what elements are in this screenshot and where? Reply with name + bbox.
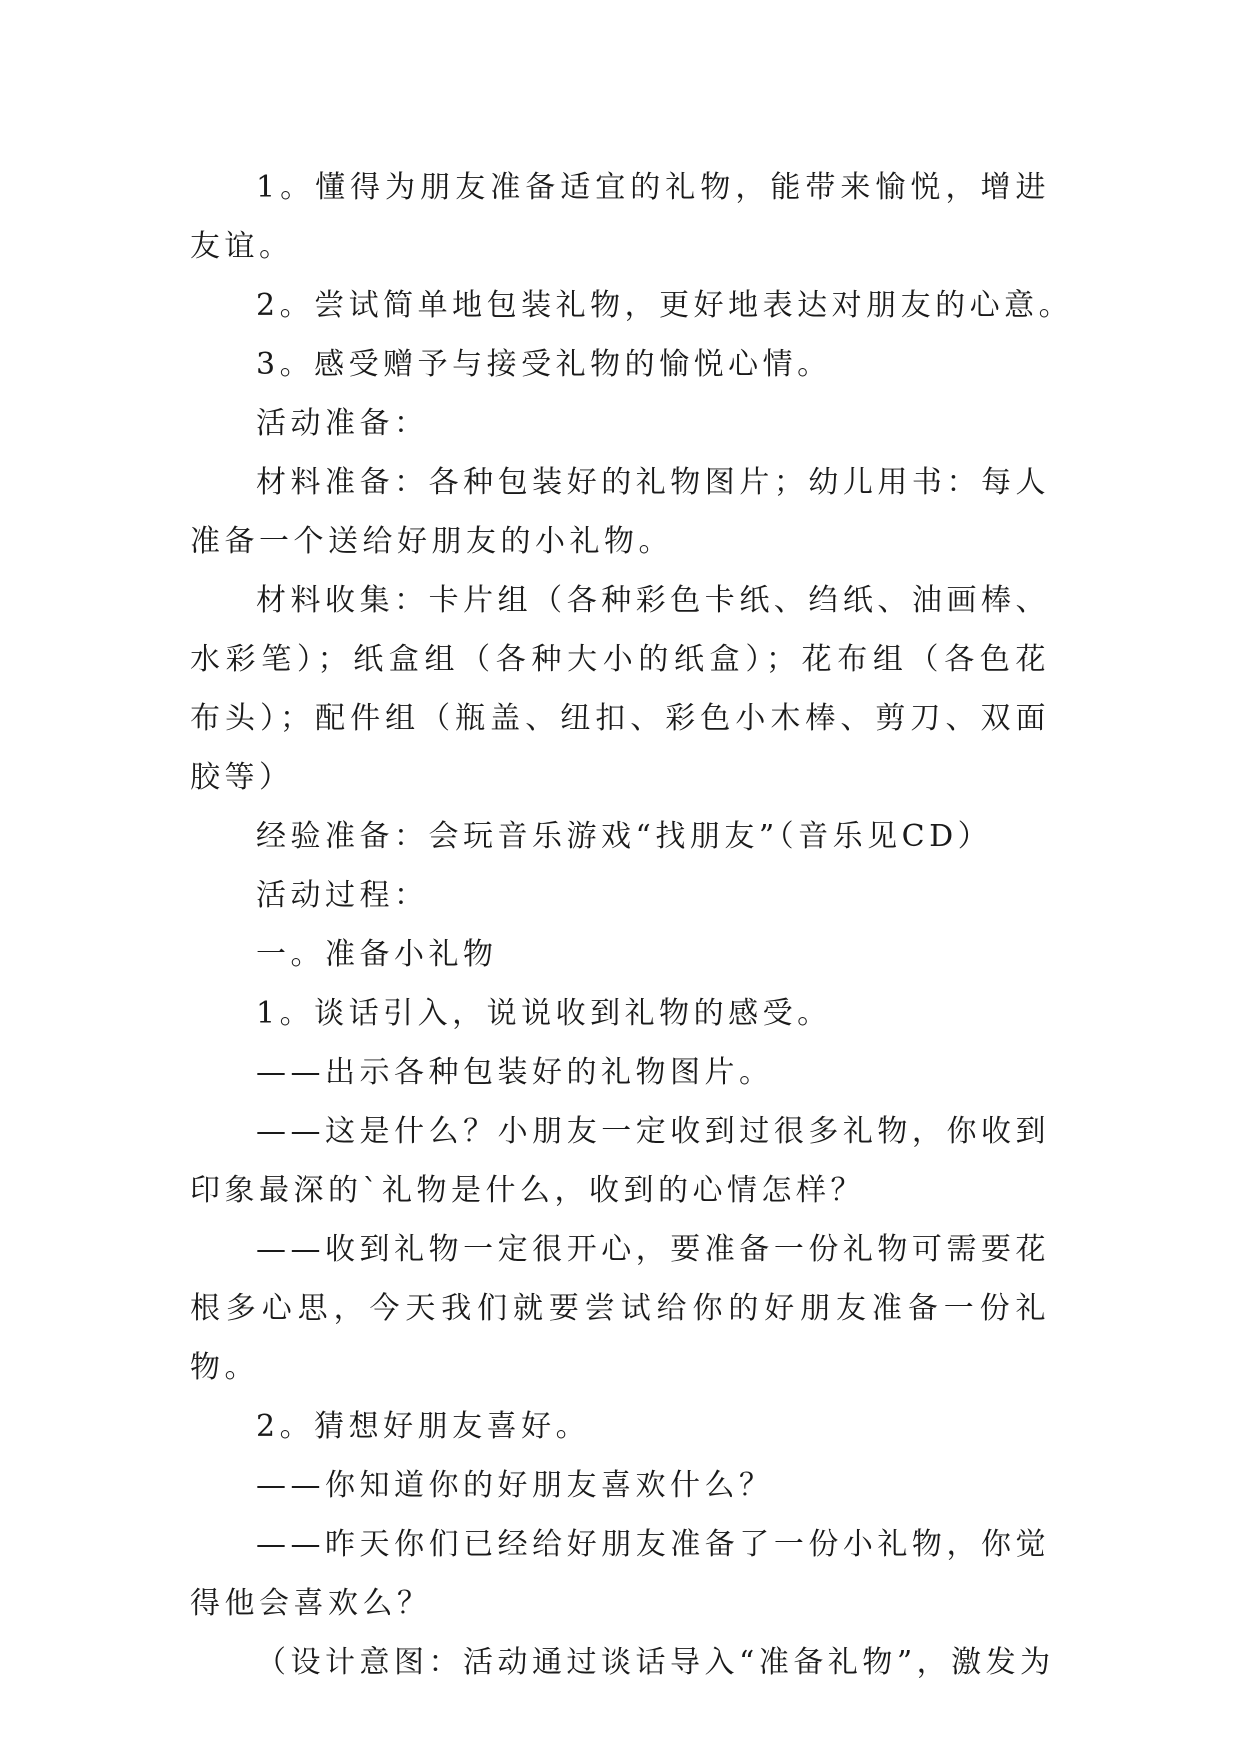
paragraph-goal-1: 1。懂得为朋友准备适宜的礼物，能带来愉悦，增进友谊。 [190, 170, 1050, 264]
heading-activity-process: 活动过程： [256, 878, 429, 913]
paragraph-prepare-gift: ——收到礼物一定很开心，要准备一份礼物可需要花根多心思，今天我们就要尝试给你的好朋友准备一份礼物。 [190, 1232, 1050, 1385]
document-body [190, 158, 1074, 1692]
paragraph-experience-preparation: 经验准备：会玩音乐游戏“找朋友”（音乐见CD） [256, 819, 993, 854]
paragraph-material-collection: 材料收集：卡片组（各种彩色卡纸、绉纸、油画棒、水彩笔）；纸盒组（各种大小的纸盒）；花布组（各色花布头）；配件组（瓶盖、纽扣、彩色小木棒、剪刀、双面胶等） [190, 583, 1050, 795]
paragraph-goal-3: 3。感受赠予与接受礼物的愉悦心情。 [256, 347, 832, 382]
paragraph-question-yesterday: ——昨天你们已经给好朋友准备了一份小礼物，你觉得他会喜欢么？ [190, 1527, 1050, 1621]
heading-activity-preparation: 活动准备： [256, 406, 429, 441]
paragraph-goal-2: 2。尝试简单地包装礼物，更好地表达对朋友的心意。 [256, 288, 1074, 323]
paragraph-question-likes: ——你知道你的好朋友喜欢什么？ [256, 1468, 774, 1503]
paragraph-material-preparation: 材料准备：各种包装好的礼物图片；幼儿用书：每人准备一个送给好朋友的小礼物。 [190, 465, 1050, 559]
paragraph-design-intent: （设计意图：活动通过谈话导入“准备礼物”，激发为 [256, 1645, 1055, 1680]
paragraph-step-2: 2。猜想好朋友喜好。 [256, 1409, 591, 1444]
heading-section-one: 一。准备小礼物 [256, 937, 498, 972]
paragraph-show-pictures: ——出示各种包装好的礼物图片。 [256, 1055, 774, 1090]
paragraph-question-gifts: ——这是什么？小朋友一定收到过很多礼物，你收到印象最深的`礼物是什么，收到的心情怎样？ [190, 1114, 1050, 1208]
paragraph-step-1: 1。谈话引入，说说收到礼物的感受。 [256, 996, 832, 1031]
